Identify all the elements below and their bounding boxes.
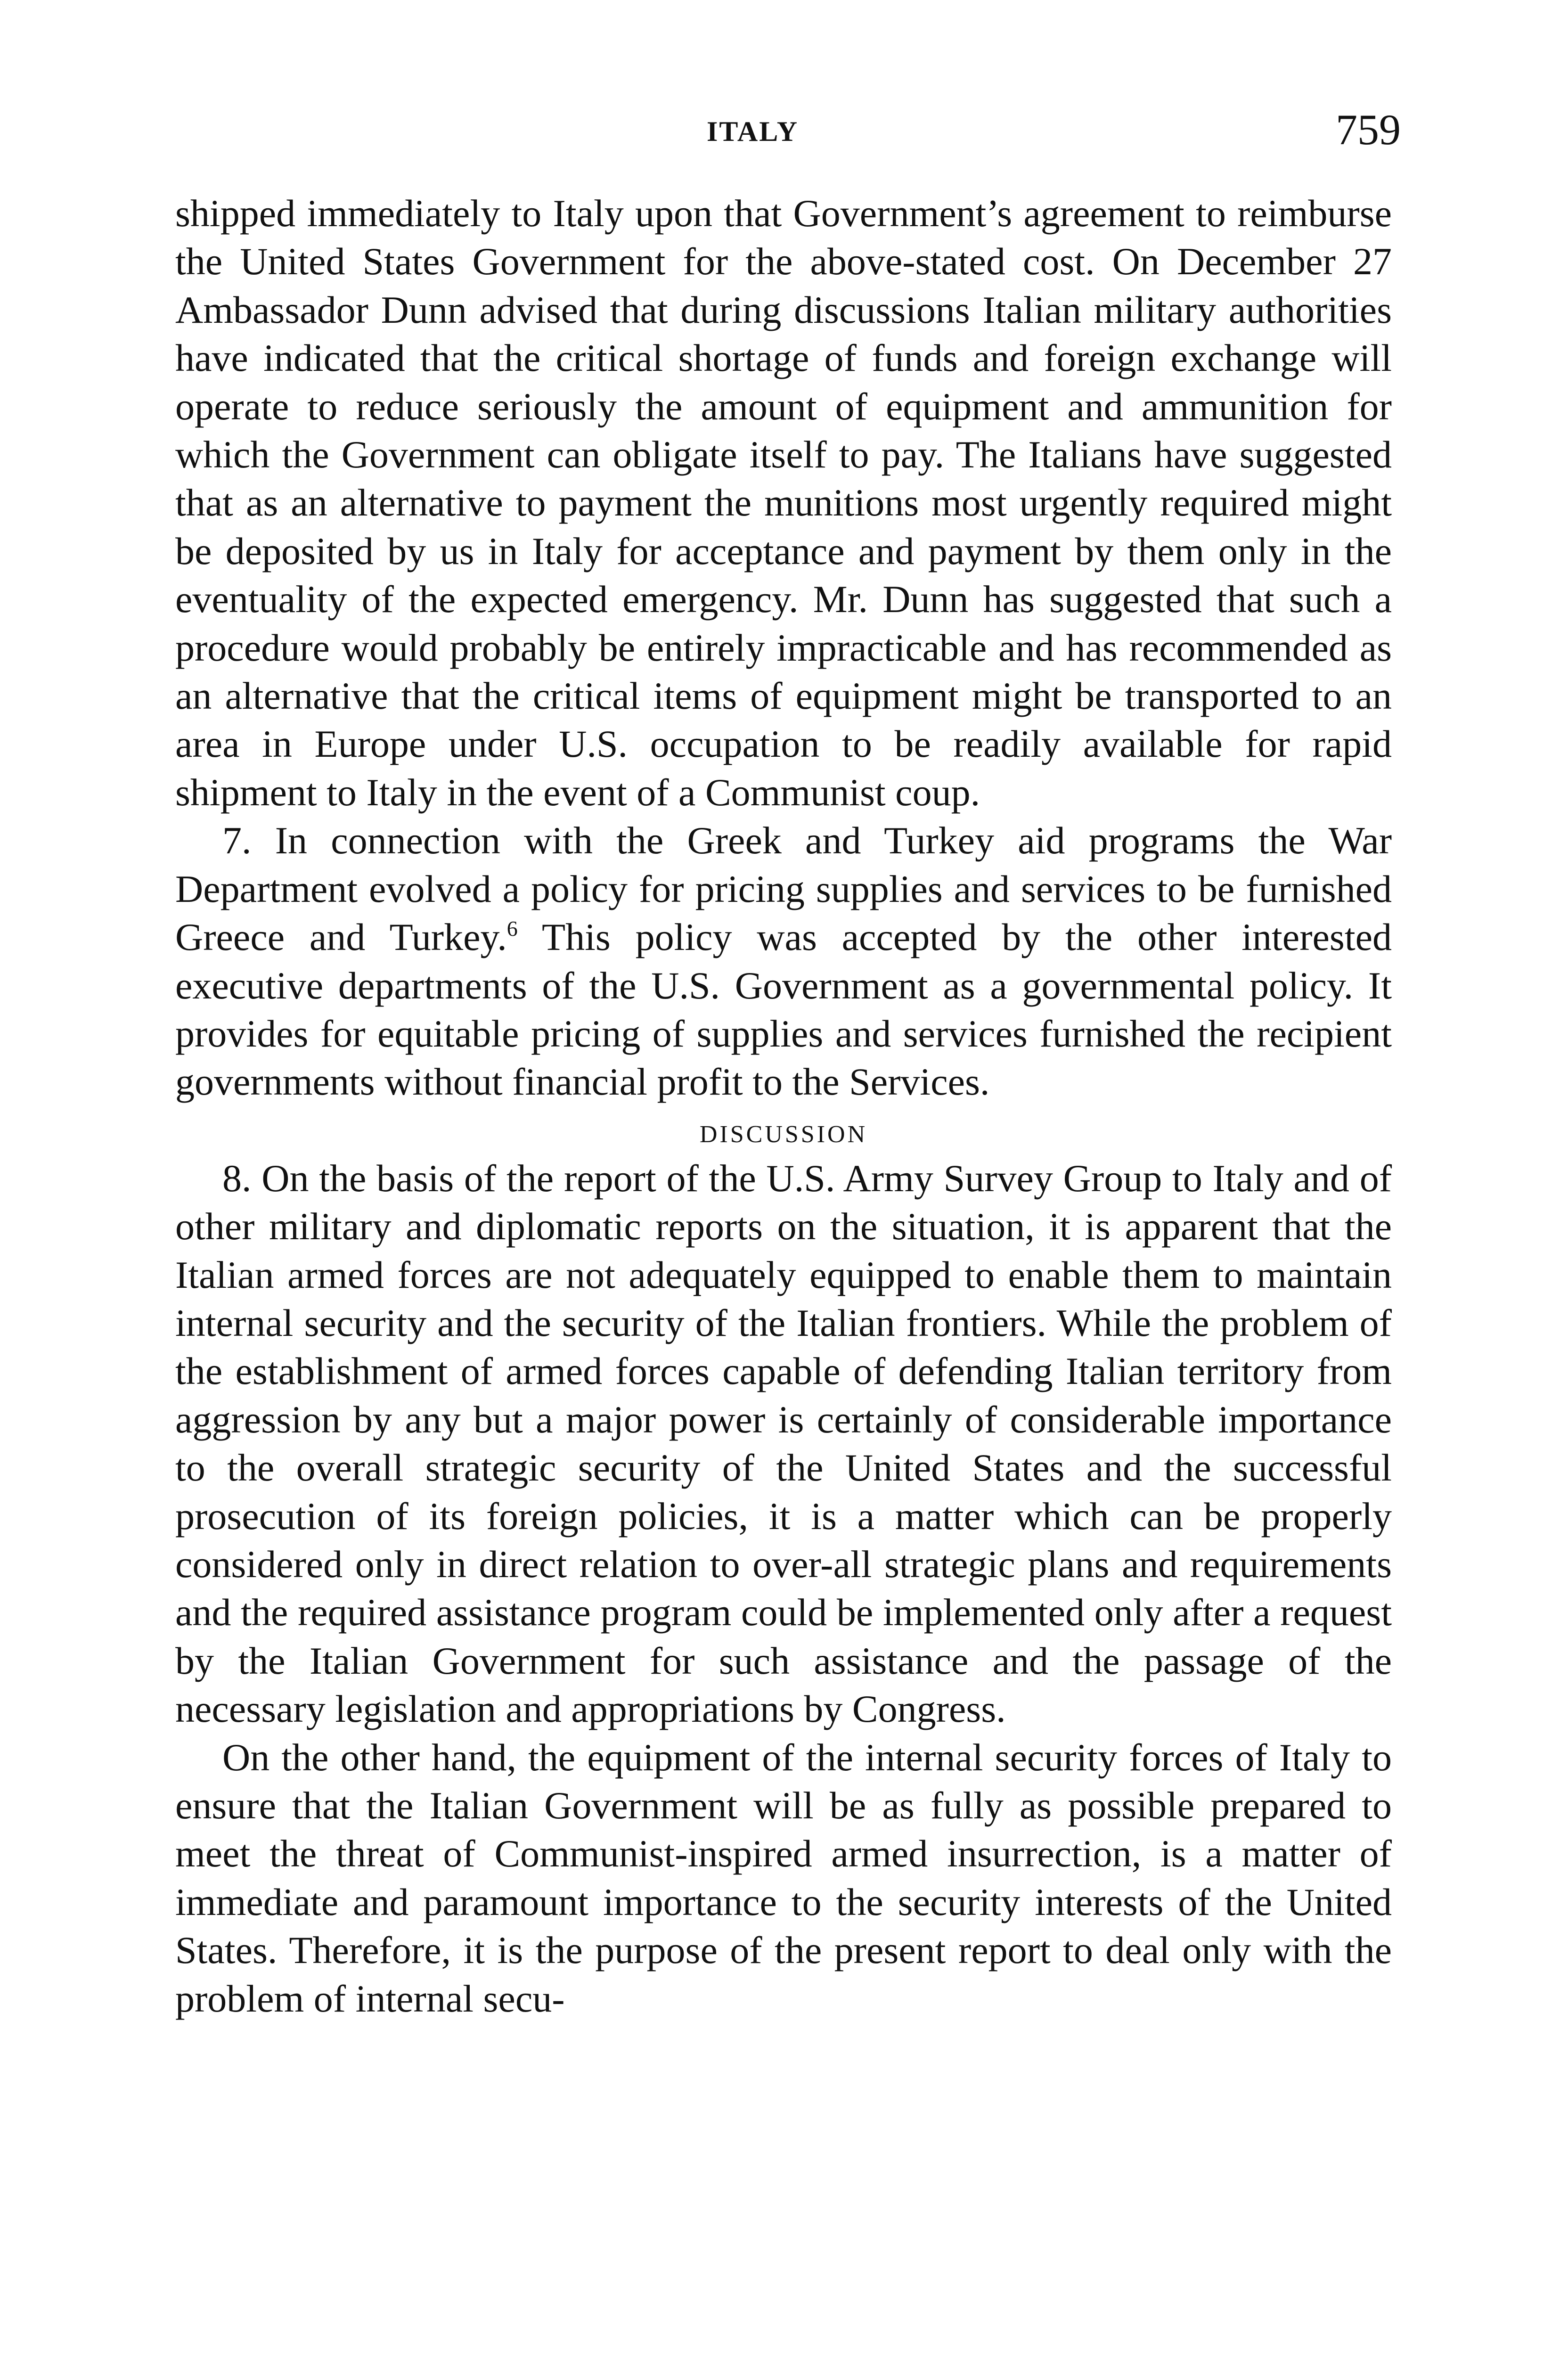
paragraph-8: 8. On the basis of the report of the U.S. Army Survey Group to Italy and of other military and diplomatic reports on the situation, it is apparent that the Italian armed forces are not adequately equipped to enable them to maintain internal security and the security of the Italian frontiers. While the problem of the establishment of armed forces capable of defending Italian territory from aggression by any but a major power is certainly of considerable importance to the overall strategic security of the United States and the successful prosecution of its foreign policies, it is a matter which can be properly considered only in direct relation to over-all strategic plans and requirements and the required assistance program could be implemented only after a request by the Italian Government for such assistance and the passage of the necessary legislation and appropriations by Congress. <box>175 1156 1392 1731</box>
body-text <box>175 189 1392 2023</box>
paragraph-7 <box>175 817 1392 1106</box>
running-title: ITALY <box>707 116 799 147</box>
paragraph-7-text-b: This policy was accepted by the other interested executive departments of the U.S. Government as a governmental policy. It provides for equitable pricing of supplies and services furnished the recipient governments without financial profit to the Services. <box>175 916 1392 1104</box>
section-heading-discussion: DISCUSSION <box>699 1121 868 1148</box>
page-number: 759 <box>1336 106 1401 154</box>
paragraph-7-text-a: 7. In connection with the Greek and Turkey aid programs the War Department evolved a policy for pricing supplies and services to be furnished Greece and Turkey. <box>175 819 1392 959</box>
paragraph-continued: shipped immediately to Italy upon that Government’s agreement to reimburse the United States Government for the above-stated cost. On December 27 Ambassador Dunn advised that during discussions Italian military authorities have indicated that the critical shortage of funds and foreign exchange will operate to reduce seriously the amount of equipment and ammunition for which the Government can obligate itself to pay. The Italians have suggested that as an alternative to payment the munitions most urgently required might be deposited by us in Italy for acceptance and payment by them only in the eventuality of the expected emergency. Mr. Dunn has suggested that such a procedure would probably be entirely impracticable and has recommended as an alternative that the critical items of equipment might be transported to an area in Europe under U.S. occupation to be readily available for rapid shipment to Italy in the event of a Communist coup. <box>175 192 1392 814</box>
footnote-reference: 6 <box>506 916 518 941</box>
paragraph-8-continued: On the other hand, the equipment of the internal security forces of Italy to ensure that the Italian Government will be as fully as possible prepared to meet the threat of Communist-inspired armed insurrection, is a matter of immediate and paramount importance to the security interests of the United States. Therefore, it is the purpose of the present report to deal only with the problem of internal secu- <box>175 1735 1392 2020</box>
